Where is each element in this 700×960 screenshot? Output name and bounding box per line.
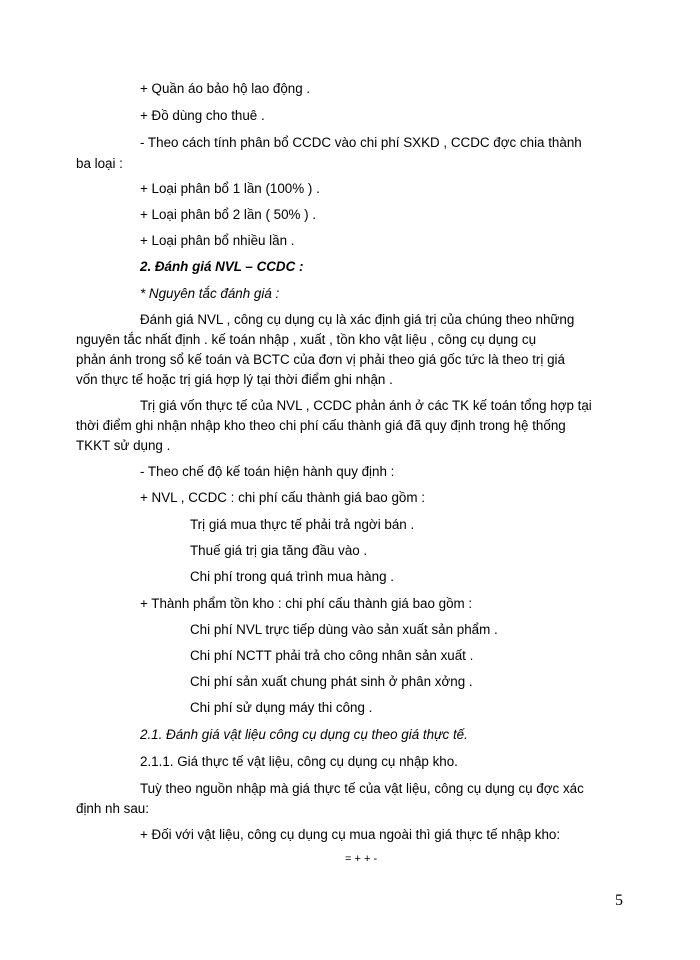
text-line: phản ánh trong sổ kế toán và BCTC của đơn vị phải theo giá gốc tức là theo trị giá bbox=[76, 352, 565, 367]
text-line: + Loại phân bổ 2 lần ( 50% ) . bbox=[140, 207, 317, 222]
page-number: 5 bbox=[615, 892, 623, 909]
text-line: + Đối với vật liệu, công cụ dụng cụ mua ngoài thì giá thực tế nhập kho: bbox=[140, 827, 561, 842]
text-line: TKKT sử dụng . bbox=[76, 438, 171, 453]
text-line: Chi phí sản xuất chung phát sinh ở phân xởng . bbox=[190, 674, 473, 689]
text-line: + Thành phẩm tồn kho : chi phí cấu thành giá bao gồm : bbox=[140, 596, 473, 611]
text-line: - Theo cách tính phân bổ CCDC vào chi phí SXKD , CCDC đợc chia thành bbox=[140, 135, 582, 150]
text-line: - Theo chế độ kế toán hiện hành quy định : bbox=[140, 464, 395, 479]
text-line: vốn thực tế hoặc trị giá hợp lý tại thời điểm ghi nhận . bbox=[76, 372, 393, 387]
text-line: Trị giá mua thực tế phải trả ngời bán . bbox=[190, 517, 415, 532]
text-line: Chi phí trong quá trình mua hàng . bbox=[190, 569, 394, 584]
text-line: Thuế giá trị gia tăng đầu vào . bbox=[190, 543, 368, 558]
text-line: Chi phí NCTT phải trả cho công nhân sản xuất . bbox=[190, 648, 474, 663]
text-line: + Đồ dùng cho thuê . bbox=[140, 108, 265, 123]
text-line: Trị giá vốn thực tế của NVL , CCDC phản ánh ở các TK kế toán tổng hợp tại bbox=[140, 398, 592, 413]
subheading: * Nguyên tắc đánh giá : bbox=[140, 286, 280, 301]
text-line: nguyên tắc nhất định . kế toán nhập , xuất , tồn kho vật liệu , công cụ dụng cụ bbox=[76, 332, 537, 347]
subsection-heading: 2.1. Đánh giá vật liệu công cụ dụng cụ theo giá thực tế. bbox=[140, 727, 468, 742]
text-line: + Loại phân bổ 1 lần (100% ) . bbox=[140, 181, 320, 196]
text-line: định nh sau: bbox=[76, 801, 149, 816]
text-line: ba loại : bbox=[76, 156, 123, 171]
text-line: + Loại phân bổ nhiều lần . bbox=[140, 233, 295, 248]
formula-line: = + + - bbox=[345, 853, 378, 865]
text-line: Chi phí sử dụng máy thi công . bbox=[190, 700, 373, 715]
text-line: 2.1.1. Giá thực tế vật liệu, công cụ dụng cụ nhập kho. bbox=[140, 754, 458, 769]
text-line: + Quần áo bảo hộ lao động . bbox=[140, 81, 311, 96]
text-line: Đánh giá NVL , công cụ dụng cụ là xác định giá trị của chúng theo những bbox=[140, 312, 575, 327]
text-line: thời điểm ghi nhận nhập kho theo chi phí cấu thành giá đã quy định trong hệ thống bbox=[76, 418, 566, 433]
text-line: + NVL , CCDC : chi phí cấu thành giá bao gồm : bbox=[140, 490, 425, 505]
text-line: Chi phí NVL trực tiếp dùng vào sản xuất sản phẩm . bbox=[190, 622, 498, 637]
text-line: Tuỳ theo nguồn nhập mà giá thực tế của vật liệu, công cụ dụng cụ đợc xác bbox=[140, 781, 584, 796]
section-heading: 2. Đánh giá NVL – CCDC : bbox=[140, 259, 304, 274]
